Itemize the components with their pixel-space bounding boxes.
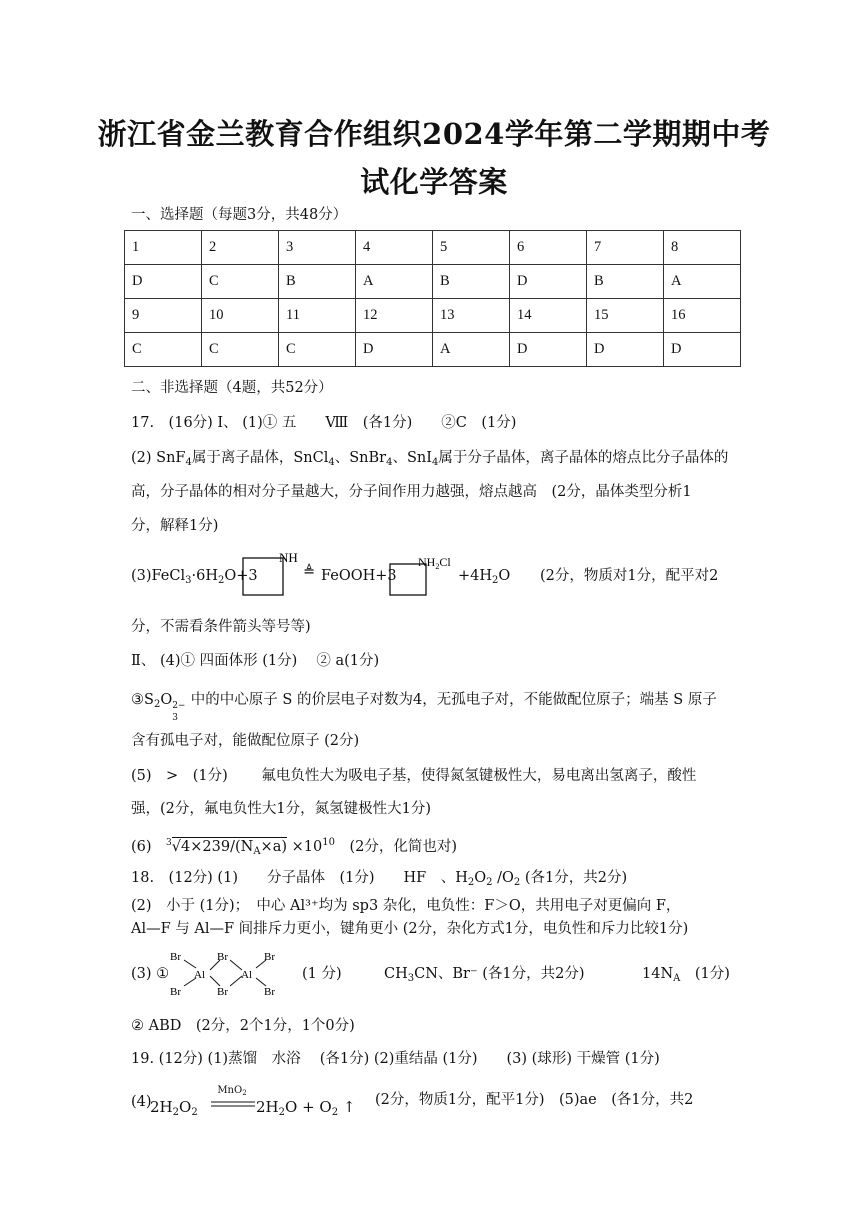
nh-label: NH <box>279 550 298 565</box>
page-title-line2: 试化学答案 <box>360 165 508 199</box>
table-cell: B <box>279 265 356 299</box>
table-cell: 4 <box>356 231 433 265</box>
section2-heading: 二、非选择题（4题，共52分） <box>131 380 333 396</box>
q17-equation-end: $+4H_2O$ <box>458 568 511 586</box>
q17-equation-note: (2分，物质对1分，配平对2 <box>540 568 719 584</box>
table-cell: D <box>510 333 587 367</box>
q18-line4-score: (1 分) <box>302 966 342 982</box>
q18-line4-ligands: $CH_3CN$、Br⁻ (各1分，共2分) <box>384 966 585 984</box>
table-cell: 5 <box>433 231 510 265</box>
q19-line2-label: (4) <box>131 1094 152 1110</box>
table-cell: A <box>433 333 510 367</box>
table-cell: D <box>510 265 587 299</box>
azetidinium-ring-icon <box>386 552 460 600</box>
q18-line2: (2) 小于 (1分)； 中心 Al³⁺均为 sp3 杂化，电负性：F＞O，共用电子对更偏向 F， <box>131 898 681 914</box>
q19-line2-note: (2分，物质1分，配平1分) (5)ae (各1分，共2 <box>375 1092 694 1108</box>
q17-line3: 高，分子晶体的相对分子量越大，分子间作用力越强，熔点越高 (2分，晶体类型分析1 <box>131 484 692 500</box>
table-cell: D <box>664 333 741 367</box>
table-row <box>125 333 741 367</box>
table-row <box>125 231 741 265</box>
table-cell: 2 <box>202 231 279 265</box>
answer-table <box>124 230 741 367</box>
table-cell: A <box>356 265 433 299</box>
q17-line12: (6) $^3√4\times 239/(N_A\times a) \times 10^{10}$ (2分，化简也对) <box>131 837 457 857</box>
table-cell: C <box>279 333 356 367</box>
q18-line4-count: $14N_A$ (1分) <box>642 966 730 984</box>
svg-text:Br: Br <box>217 986 228 998</box>
q17-line7: Ⅱ、 (4)① 四面体形 (1分) ② a(1分) <box>131 653 380 669</box>
table-cell: D <box>125 265 202 299</box>
q17-line6: 分，不需看条件箭头等号等) <box>131 619 311 635</box>
q17-line4: 分，解释1分) <box>131 518 219 534</box>
table-cell: D <box>587 333 664 367</box>
table-cell: 11 <box>279 299 356 333</box>
table-row <box>125 265 741 299</box>
table-cell: C <box>202 333 279 367</box>
q17-line10: (5) > (1分) 氟电负性大为吸电子基，使得氮氢键极性大，易电离出氢离子，酸性 <box>131 768 697 784</box>
svg-text:Br: Br <box>264 951 275 963</box>
reaction-equals-icon <box>211 1100 255 1108</box>
table-cell: C <box>125 333 202 367</box>
q17-line11: 强，(2分，氟电负性大1分，氮氢键极性大1分) <box>131 801 431 817</box>
q19-equation-products: $2H_2O + O_2$ ↑ <box>256 1098 356 1118</box>
table-cell: 1 <box>125 231 202 265</box>
section1-heading: 一、选择题（每题3分，共48分） <box>131 207 348 223</box>
table-cell: 8 <box>664 231 741 265</box>
table-cell: 14 <box>510 299 587 333</box>
q18-line5: ② ABD (2分，2个1分，1个0分) <box>131 1018 355 1034</box>
table-cell: A <box>664 265 741 299</box>
page-title-line1: 浙江省金兰教育合作组织2024学年第二学期期中考 <box>97 117 771 151</box>
table-cell: C <box>202 265 279 299</box>
svg-text:Al: Al <box>194 969 205 981</box>
table-cell: 7 <box>587 231 664 265</box>
table-cell: 3 <box>279 231 356 265</box>
table-cell: 16 <box>664 299 741 333</box>
azetidine-ring-icon <box>241 548 303 600</box>
table-cell: 9 <box>125 299 202 333</box>
table-cell: 10 <box>202 299 279 333</box>
table-cell: B <box>587 265 664 299</box>
table-cell: 15 <box>587 299 664 333</box>
q17-equation-mid: FeOOH+3 <box>321 568 397 584</box>
q17-equation: $(3)FeCl_3\cdot 6H_2O+3$ <box>131 568 258 586</box>
q17-line9: 含有孤电子对，能做配位原子 (2分) <box>131 733 360 749</box>
q19-line1: 19. (12分) (1)蒸馏 水浴 (各1分) (2)重结晶 (1分) (3) (球形) 干燥管 (1分) <box>131 1051 660 1067</box>
svg-text:Br: Br <box>264 986 275 998</box>
table-cell: D <box>356 333 433 367</box>
q17-line2: (2) SnF$_4$属于离子晶体，SnCl$_4$、SnBr$_4$、SnI$_4$属于分子晶体，离子晶体的熔点比分子晶体的 <box>131 450 729 468</box>
table-cell: B <box>433 265 510 299</box>
heat-arrow: ≜ <box>303 564 316 580</box>
table-cell: 6 <box>510 231 587 265</box>
table-cell: 12 <box>356 299 433 333</box>
table-cell: 13 <box>433 299 510 333</box>
table-row <box>125 299 741 333</box>
q18-line3: Al—F 与 Al—F 间排斥力更小，键角更小 (2分，杂化方式1分，电负性和斥力比较1分) <box>131 921 689 937</box>
q19-equation: $2H_2O_2$ <box>150 1098 198 1118</box>
svg-text:NH2Cl: $NH_2Cl$ <box>418 555 451 571</box>
q18-line4-label: (3) ① <box>131 966 170 982</box>
catalyst-label: MnO$_2$ <box>217 1085 247 1097</box>
q18-line1: 18. (12分) (1) 分子晶体 (1分) HF 、$H_2O_2$ $/O_2$ (各1分，共2分) <box>131 870 628 888</box>
svg-text:Al: Al <box>241 969 252 981</box>
svg-text:Br: Br <box>217 951 228 963</box>
svg-text:Br: Br <box>170 986 181 998</box>
q17-line8: $③S_2O$ 2− 3 中的中心原子 S 的价层电子对数为4，无孤电子对，不能做配位原子；端基 S 原子 <box>131 692 717 723</box>
al2br6-structure-icon <box>168 948 288 1000</box>
q17-line1: 17. (16分) Ⅰ、 (1)① 五 Ⅷ (各1分) ②C (1分) <box>131 415 517 431</box>
svg-text:Br: Br <box>170 951 181 963</box>
